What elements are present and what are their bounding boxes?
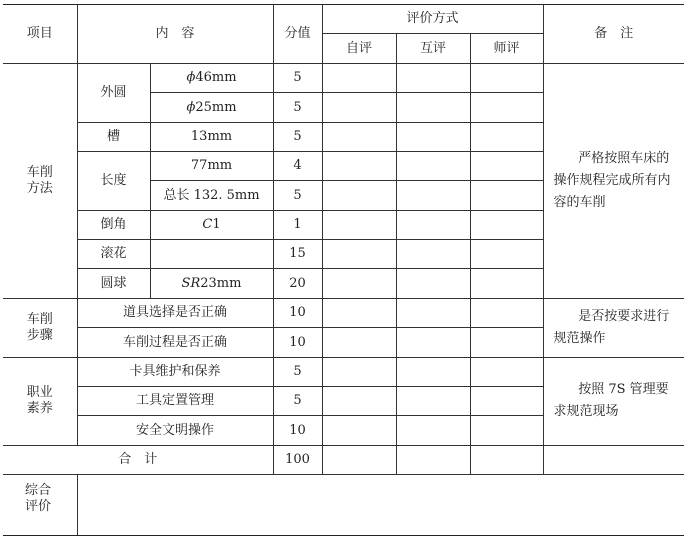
content-cell: 77mm: [150, 151, 273, 180]
content-value: 46mm: [195, 70, 237, 86]
remark-turning-method: 严格按照车床的操作规程完成所有内容的车削: [543, 63, 684, 298]
score-cell: 4: [273, 151, 322, 180]
section-label-line: 素养: [26, 401, 53, 417]
item-ball: 圆球: [77, 269, 150, 298]
peer-eval-cell[interactable]: [396, 181, 470, 210]
teacher-eval-cell[interactable]: [470, 269, 543, 298]
header-eval-method: 评价方式: [322, 5, 543, 34]
score-cell: 20: [273, 269, 322, 298]
score-cell: 5: [273, 63, 322, 92]
phi-symbol: ϕ: [186, 70, 196, 86]
content-cell: 道具选择是否正确: [77, 298, 273, 327]
content-cell: 总长 132. 5mm: [150, 181, 273, 210]
teacher-eval-cell[interactable]: [470, 93, 543, 122]
teacher-eval-cell[interactable]: [470, 386, 543, 415]
peer-eval-cell[interactable]: [396, 416, 470, 445]
score-cell: 5: [273, 181, 322, 210]
item-groove: 槽: [77, 122, 150, 151]
self-eval-cell[interactable]: [322, 416, 396, 445]
teacher-eval-cell[interactable]: [470, 63, 543, 92]
self-eval-cell[interactable]: [322, 357, 396, 386]
self-eval-cell[interactable]: [322, 298, 396, 327]
peer-eval-cell[interactable]: [396, 269, 470, 298]
self-eval-cell[interactable]: [322, 181, 396, 210]
peer-eval-cell[interactable]: [396, 122, 470, 151]
phi-symbol: ϕ: [186, 99, 196, 115]
teacher-eval-cell[interactable]: [470, 151, 543, 180]
self-eval-cell[interactable]: [322, 210, 396, 239]
header-project: 项目: [3, 5, 77, 64]
content-cell: [150, 210, 273, 239]
remark-professional: 按照 7S 管理要求规范现场: [543, 357, 684, 445]
score-cell: 10: [273, 298, 322, 327]
content-value: 1: [212, 217, 221, 233]
total-score: 100: [273, 445, 322, 474]
remark-turning-steps: 是否按要求进行规范操作: [543, 298, 684, 357]
overall-eval-label: [3, 475, 77, 536]
italic-symbol: SR: [181, 275, 201, 291]
teacher-eval-cell[interactable]: [470, 416, 543, 445]
score-cell: 10: [273, 328, 322, 357]
content-value: 25mm: [195, 99, 237, 115]
item-chamfer: 倒角: [77, 210, 150, 239]
teacher-eval-cell[interactable]: [470, 240, 543, 269]
header-teacher-eval: 师评: [470, 34, 543, 63]
score-cell: 10: [273, 416, 322, 445]
peer-eval-cell[interactable]: [396, 151, 470, 180]
header-peer-eval: 互评: [396, 34, 470, 63]
score-cell: 5: [273, 93, 322, 122]
peer-eval-cell[interactable]: [396, 93, 470, 122]
self-eval-cell[interactable]: [322, 63, 396, 92]
overall-eval-field[interactable]: [77, 475, 684, 536]
overall-label-line: 评价: [25, 498, 52, 514]
teacher-eval-cell[interactable]: [470, 357, 543, 386]
self-eval-cell[interactable]: [322, 240, 396, 269]
teacher-eval-total[interactable]: [470, 445, 543, 474]
section-label-line: 职业: [26, 385, 53, 401]
teacher-eval-cell[interactable]: [470, 298, 543, 327]
item-outer-circle: 外圆: [77, 63, 150, 122]
italic-symbol: C: [202, 217, 213, 233]
header-self-eval: 自评: [322, 34, 396, 63]
section-label-line: 车削: [26, 312, 53, 328]
self-eval-cell[interactable]: [322, 151, 396, 180]
content-cell: [150, 93, 273, 122]
self-eval-cell[interactable]: [322, 122, 396, 151]
header-content: 内 容: [77, 5, 273, 64]
score-cell: 5: [273, 122, 322, 151]
content-cell: [150, 240, 273, 269]
content-cell: [150, 269, 273, 298]
content-cell: 工具定置管理: [77, 386, 273, 415]
self-eval-cell[interactable]: [322, 328, 396, 357]
teacher-eval-cell[interactable]: [470, 122, 543, 151]
content-cell: 卡具维护和保养: [77, 357, 273, 386]
score-cell: 5: [273, 357, 322, 386]
section-label-line: 步骤: [26, 327, 53, 343]
header-remarks: 备 注: [543, 5, 684, 64]
section-label-line: 车削: [26, 165, 53, 181]
score-cell: 5: [273, 386, 322, 415]
teacher-eval-cell[interactable]: [470, 181, 543, 210]
content-cell: 13mm: [150, 122, 273, 151]
header-score: 分值: [273, 5, 322, 64]
section-label-line: 方法: [26, 180, 53, 196]
peer-eval-cell[interactable]: [396, 63, 470, 92]
teacher-eval-cell[interactable]: [470, 210, 543, 239]
item-length: 长度: [77, 151, 150, 210]
peer-eval-total[interactable]: [396, 445, 470, 474]
overall-label-line: 综合: [25, 483, 52, 498]
teacher-eval-cell[interactable]: [470, 328, 543, 357]
content-cell: 车削过程是否正确: [77, 328, 273, 357]
score-cell: 15: [273, 240, 322, 269]
section-label-professional: [3, 357, 77, 445]
content-cell: [150, 63, 273, 92]
peer-eval-cell[interactable]: [396, 328, 470, 357]
self-eval-cell[interactable]: [322, 269, 396, 298]
peer-eval-cell[interactable]: [396, 298, 470, 327]
peer-eval-cell[interactable]: [396, 240, 470, 269]
evaluation-table: [3, 4, 684, 536]
peer-eval-cell[interactable]: [396, 210, 470, 239]
score-cell: 1: [273, 210, 322, 239]
item-knurling: 滚花: [77, 240, 150, 269]
content-value: 23mm: [200, 275, 242, 291]
self-eval-cell[interactable]: [322, 386, 396, 415]
section-label-turning-method: [3, 63, 77, 298]
self-eval-total[interactable]: [322, 445, 396, 474]
remark-total[interactable]: [543, 445, 684, 474]
section-label-turning-steps: [3, 298, 77, 357]
total-label: 合 计: [3, 445, 273, 474]
self-eval-cell[interactable]: [322, 93, 396, 122]
content-cell: 安全文明操作: [77, 416, 273, 445]
peer-eval-cell[interactable]: [396, 357, 470, 386]
peer-eval-cell[interactable]: [396, 386, 470, 415]
